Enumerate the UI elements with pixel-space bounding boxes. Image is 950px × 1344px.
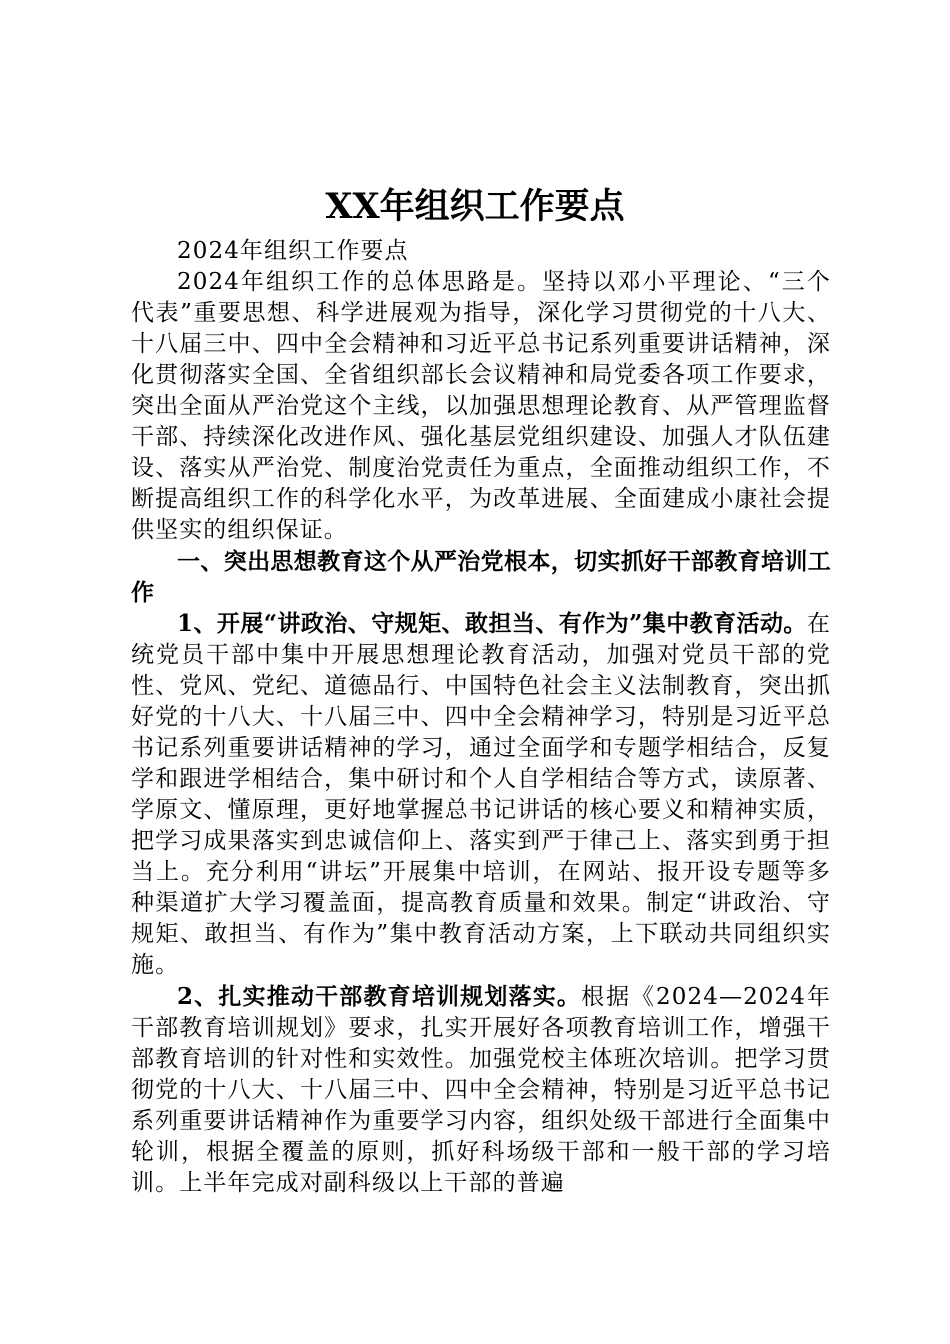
item-1-body: 在统党员干部中集中开展思想理论教育活动，加强对党员干部的党性、党风、党纪、道德品行、中国特色社会主义法制教育，突出抓好党的十八大、十八届三中、四中全会精神学习，特别是习近平总书记系列重要讲话精神的学习，通过全面学和专题学相结合，反复学和跟进学相结合，集中研讨和个人自学相结合等方式，读原著、学原文、懂原理，更好地掌握总书记讲话的核心要义和精神实质，把学习成果落实到忠诚信仰上、落实到严于律己上、落实到勇于担当上。充分利用“讲坛”开展集中培训，在网站、报开设专题等多种渠道扩大学习覆盖面，提高教育质量和效果。制定“讲政治、守规矩、敢担当、有作为”集中教育活动方案，上下联动共同组织实施。 [131,611,831,978]
item-1-paragraph [131,608,831,981]
item-2-body: 根据《2024—2024年干部教育培训规划》要求，扎实开展好各项教育培训工作，增强干部教育培训的针对性和实效性。加强党校主体班次培训。把学习贯彻党的十八大、十八届三中、四中全会精神，特别是习近平总书记系列重要讲话精神作为重要学习内容，组织处级干部进行全面集中轮训，根据全覆盖的原则，抓好科场级干部和一般干部的学习培训。上半年完成对副科级以上干部的普遍 [131,984,831,1196]
item-2-heading: 2、扎实推动干部教育培训规划落实。 [177,983,582,1010]
item-2-paragraph [131,981,831,1199]
document-body [131,236,831,1199]
intro-paragraph: 2024年组织工作的总体思路是。坚持以邓小平理论、“三个代表”重要思想、科学进展观为指导，深化学习贯彻党的十八大、十八届三中、四中全会精神和习近平总书记系列重要讲话精神，深化贯彻落实全国、全省组织部长会议精神和局党委各项工作要求，突出全面从严治党这个主线，以加强思想理论教育、从严管理监督干部、持续深化改进作风、强化基层党组织建设、加强人才队伍建设、落实从严治党、制度治党责任为重点，全面推动组织工作，不断提高组织工作的科学化水平，为改革进展、全面建成小康社会提供坚实的组织保证。 [131,269,831,543]
item-1-heading: 1、开展“讲政治、守规矩、敢担当、有作为”集中教育活动。 [177,610,807,637]
document-title: XX年组织工作要点 [325,186,625,227]
subtitle-paragraph: 2024年组织工作要点 [177,238,409,264]
section-1-heading: 一、突出思想教育这个从严治党根本，切实抓好干部教育培训工作 [131,548,831,606]
